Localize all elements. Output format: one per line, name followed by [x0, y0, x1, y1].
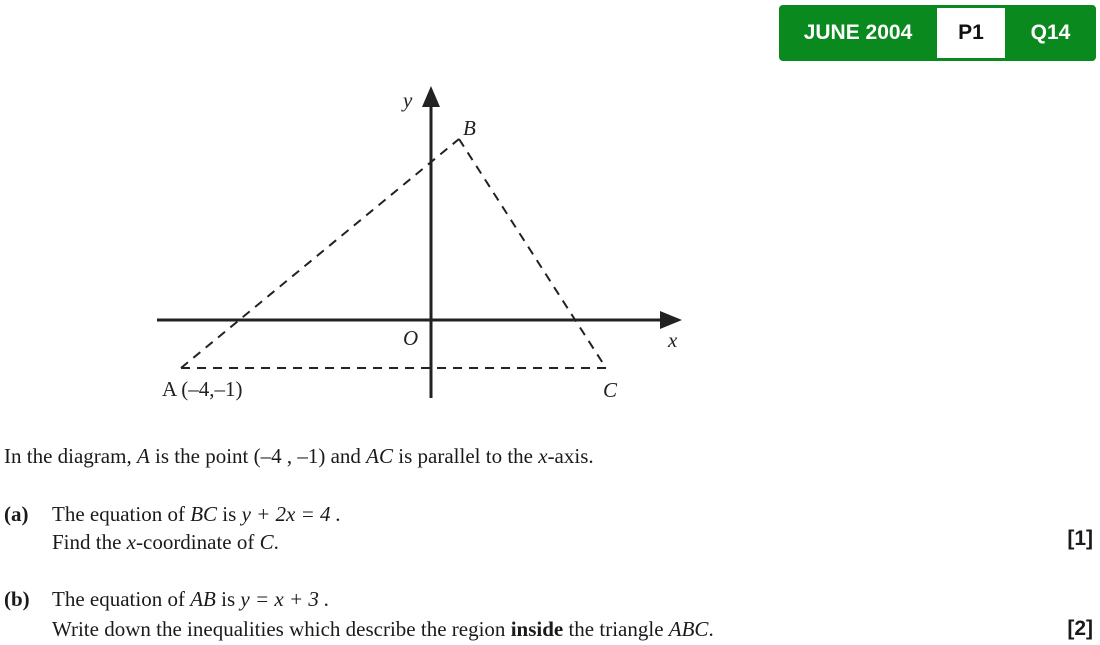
point-c-label: C [603, 378, 618, 402]
part-b-equation: y = x + 3 . [240, 587, 330, 611]
part-a-label: (a) [4, 502, 29, 526]
part-a-equation: y + 2x = 4 . [241, 502, 342, 526]
part-a-marks: [1] [1067, 527, 1093, 550]
intro-text: In the diagram, A is the point (–4 , –1) and AC is parallel to the x-axis. [4, 444, 594, 468]
part-b-label: (b) [4, 587, 30, 611]
y-axis-label: y [403, 88, 413, 112]
point-b-label: B [463, 116, 476, 140]
x-axis-label: x [668, 328, 678, 352]
part-a-line1: The equation of BC is y + 2x = 4 . [52, 502, 342, 526]
x-axis-arrow [660, 311, 682, 329]
side-bc [459, 139, 606, 368]
badge-paper: P1 [937, 8, 1005, 58]
part-b-marks: [2] [1067, 617, 1093, 640]
badge-date: JUNE 2004 [803, 21, 913, 44]
origin-label: O [403, 326, 419, 350]
point-a-label: A (–4,–1) [162, 377, 243, 401]
triangle-abc [181, 139, 606, 368]
badge-question: Q14 [1030, 21, 1071, 44]
part-b-line2: Write down the inequalities which describe the region inside the triangle ABC. [52, 617, 714, 641]
y-axis-arrow [422, 86, 440, 107]
part-a-line2: Find the x-coordinate of C. [52, 530, 279, 554]
part-b-line1: The equation of AB is y = x + 3 . [52, 587, 330, 611]
